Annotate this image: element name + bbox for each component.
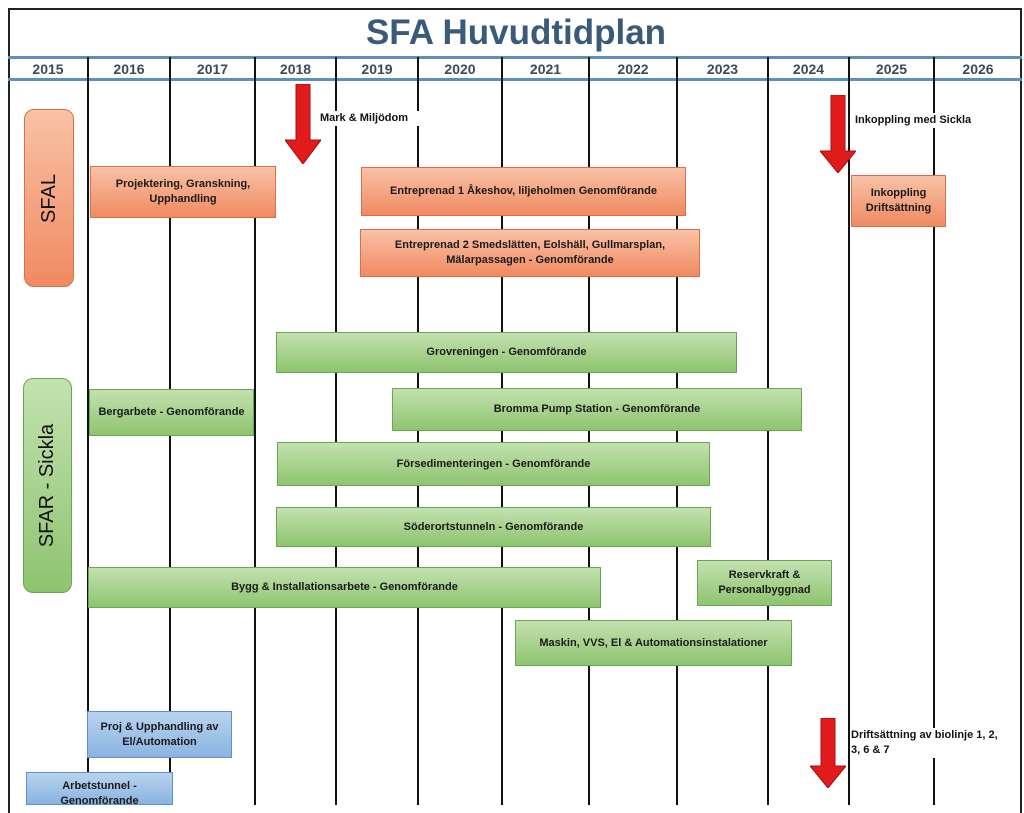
year-divider — [335, 57, 337, 805]
bar-grovreningen: Grovreningen - Genomförande — [276, 332, 737, 373]
milestone-arrow-mark — [285, 84, 321, 164]
milestone-label-inkoppling: Inkoppling med Sickla — [855, 113, 980, 128]
milestone-arrow-driftsattning — [810, 718, 846, 788]
year-2017: 2017 — [196, 61, 229, 77]
bar-reservkraft: Reservkraft & Personalbyggnad — [697, 560, 832, 606]
year-2016: 2016 — [113, 61, 145, 77]
bar-inkoppling-driftsattning: Inkoppling Driftsättning — [851, 175, 946, 227]
year-2026: 2026 — [962, 61, 994, 77]
year-2022: 2022 — [617, 61, 649, 77]
bar-forsedimenteringen: Försedimenteringen - Genomförande — [277, 442, 710, 486]
year-divider — [767, 57, 769, 805]
bar-entreprenad-1: Entreprenad 1 Åkeshov, liljeholmen Genomförande — [361, 167, 686, 216]
bar-soderortstunneln: Söderortstunneln - Genomförande — [276, 507, 711, 547]
chart-title: SFA Huvudtidplan — [365, 13, 667, 52]
section-sfal-label: SFAL — [37, 173, 60, 223]
section-sfar-sickla — [23, 378, 72, 593]
year-divider — [933, 57, 935, 805]
bar-bygg-installation: Bygg & Installationsarbete - Genomförande — [88, 567, 601, 608]
bar-proj-upphandling-el: Proj & Upphandling av El/Automation — [87, 711, 232, 758]
year-2024: 2024 — [792, 61, 825, 77]
bar-entreprenad-2: Entreprenad 2 Smedslätten, Eolshäll, Gullmarsplan, Mälarpassagen - Genomförande — [360, 229, 700, 277]
bar-bromma-pump-station: Bromma Pump Station - Genomförande — [392, 388, 802, 431]
year-2019: 2019 — [361, 61, 393, 77]
milestone-label-mark: Mark & Miljödom — [320, 111, 430, 126]
milestone-label-driftsattning: Driftsättning av biolinje 1, 2, 3, 6 & 7 — [851, 728, 1001, 758]
section-sfal — [24, 109, 74, 287]
bar-arbetstunnel: Arbetstunnel - Genomförande — [26, 772, 173, 805]
year-2018: 2018 — [279, 61, 312, 77]
bar-projektering: Projektering, Granskning, Upphandling — [90, 166, 276, 218]
year-2021: 2021 — [529, 61, 562, 77]
year-2025: 2025 — [875, 61, 908, 77]
bar-maskin-vvs-el: Maskin, VVS, El & Automationsinstalationer — [515, 620, 792, 666]
year-2023: 2023 — [706, 61, 739, 77]
year-2015: 2015 — [32, 61, 64, 77]
milestone-arrow-inkoppling — [820, 95, 856, 173]
section-sfar-label: SFAR - Sickla — [36, 423, 59, 548]
year-2020: 2020 — [444, 61, 476, 77]
bar-bergarbete: Bergarbete - Genomförande — [89, 389, 254, 436]
